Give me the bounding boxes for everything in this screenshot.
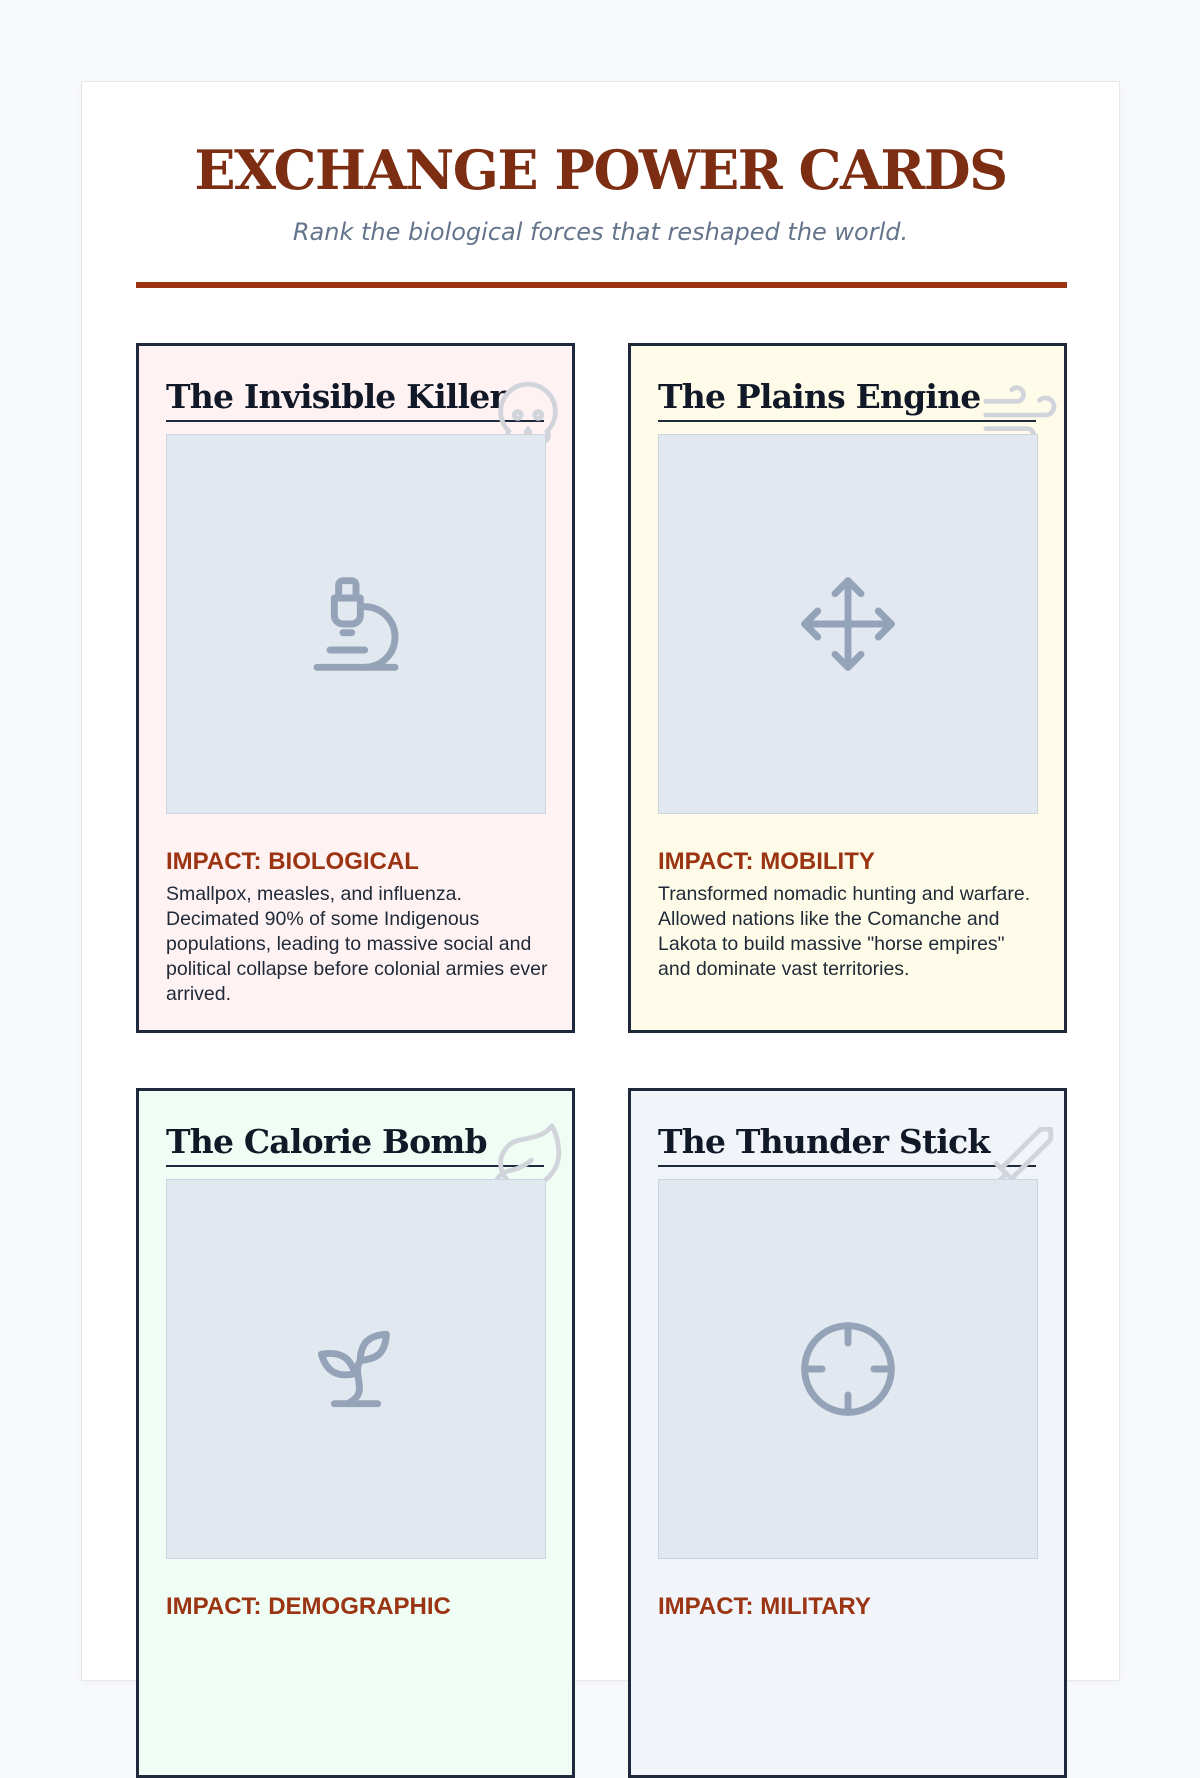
card-header (166, 1119, 544, 1167)
impact-label: IMPACT: DEMOGRAPHIC (166, 1593, 451, 1620)
card-image-placeholder (658, 434, 1038, 814)
microscope-icon (304, 572, 408, 676)
card-title: The Plains Engine (658, 377, 981, 416)
card-description: Transformed nomadic hunting and warfare. Allowed nations like the Comanche and Lakota to build massive "horse empires" and dominate vast territories. (658, 883, 1031, 980)
card-header (166, 374, 544, 422)
title-divider (136, 282, 1067, 288)
crosshair-icon (796, 1317, 900, 1421)
page-subtitle: Rank the biological forces that reshaped the world. (292, 218, 909, 246)
impact-label: IMPACT: BIOLOGICAL (166, 848, 419, 875)
card-title: The Calorie Bomb (166, 1122, 487, 1161)
card-image-placeholder (166, 434, 546, 814)
page-title: EXCHANGE POWER CARDS (194, 138, 1007, 202)
impact-label: IMPACT: MOBILITY (658, 848, 875, 875)
power-card-plains-engine[interactable] (628, 343, 1067, 1033)
card-image-placeholder (166, 1179, 546, 1559)
card-title: The Invisible Killer (166, 377, 507, 416)
power-card-invisible-killer[interactable] (136, 343, 575, 1033)
page-sheet (81, 81, 1120, 1681)
card-description: Smallpox, measles, and influenza. Decimated 90% of some Indigenous populations, leading to massive social and political collapse before colonial armies ever arrived. (166, 883, 548, 1005)
card-image-placeholder (658, 1179, 1038, 1559)
power-card-calorie-bomb[interactable] (136, 1088, 575, 1778)
card-header (658, 1119, 1036, 1167)
card-header (658, 374, 1036, 422)
power-card-thunder-stick[interactable] (628, 1088, 1067, 1778)
sprout-icon (304, 1317, 408, 1421)
impact-label: IMPACT: MILITARY (658, 1593, 871, 1620)
card-title: The Thunder Stick (658, 1122, 990, 1161)
move-arrows-icon (796, 572, 900, 676)
